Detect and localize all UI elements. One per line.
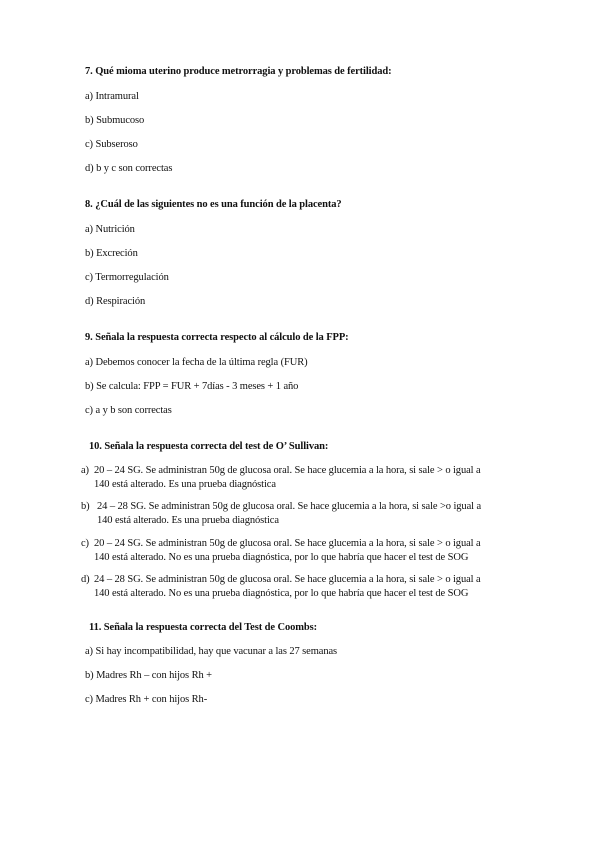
question-9-option-a: a) Debemos conocer la fecha de la última regla (FUR)	[85, 357, 308, 368]
option-text-line2: 140 está alterado. Es una prueba diagnóstica	[94, 479, 276, 490]
question-10-option-d	[81, 573, 521, 601]
question-11-title: 11. Señala la respuesta correcta del Test de Coombs:	[89, 622, 318, 633]
option-text-line1: 24 – 28 SG. Se administran 50g de glucosa oral. Se hace glucemia a la hora, si sale > o igual a	[94, 574, 481, 585]
question-9-option-c: c) a y b son correctas	[85, 405, 172, 416]
question-7-option-a: a) Intramural	[85, 91, 139, 102]
option-text-line2: 140 está alterado. No es una prueba diagnóstica, por lo que habría que hacer el test de SOG	[94, 552, 469, 563]
question-8-title: 8. ¿Cuál de las siguientes no es una función de la placenta?	[85, 199, 342, 210]
question-11-option-b: b) Madres Rh – con hijos Rh +	[85, 670, 212, 681]
question-10-option-b	[81, 500, 521, 528]
question-7-title: 7. Qué mioma uterino produce metrorragia y problemas de fertilidad:	[85, 66, 392, 77]
question-7-option-d: d) b y c son correctas	[85, 163, 173, 174]
option-text-line1: 24 – 28 SG. Se administran 50g de glucosa oral. Se hace glucemia a la hora, si sale >o igual a	[97, 501, 482, 512]
option-text-line2: 140 está alterado. No es una prueba diagnóstica, por lo que habría que hacer el test de SOG	[94, 588, 469, 599]
question-10-option-a	[81, 464, 521, 492]
question-9-title: 9. Señala la respuesta correcta respecto al cálculo de la FPP:	[85, 332, 349, 343]
question-8-option-b: b) Excreción	[85, 248, 138, 259]
option-label: d)	[81, 574, 90, 585]
option-label: b)	[81, 501, 90, 512]
question-10-option-c	[81, 537, 521, 565]
question-8-option-a: a) Nutrición	[85, 224, 135, 235]
question-8-option-d: d) Respiración	[85, 296, 146, 307]
question-9-option-b: b) Se calcula: FPP = FUR + 7días - 3 meses + 1 año	[85, 381, 299, 392]
question-7-option-c: c) Subseroso	[85, 139, 138, 150]
question-10-title: 10. Señala la respuesta correcta del test de O’ Sullivan:	[89, 441, 329, 452]
question-7-option-b: b) Submucoso	[85, 115, 145, 126]
option-label: a)	[81, 465, 89, 476]
question-8-option-c: c) Termorregulación	[85, 272, 169, 283]
question-11-option-c: c) Madres Rh + con hijos Rh-	[85, 694, 208, 705]
option-text-line1: 20 – 24 SG. Se administran 50g de glucosa oral. Se hace glucemia a la hora, si sale > o igual a	[94, 465, 481, 476]
option-text-line2: 140 está alterado. Es una prueba diagnóstica	[97, 515, 279, 526]
option-label: c)	[81, 538, 89, 549]
question-11-option-a: a) Si hay incompatibilidad, hay que vacunar a las 27 semanas	[85, 646, 338, 657]
option-text-line1: 20 – 24 SG. Se administran 50g de glucosa oral. Se hace glucemia a la hora, si sale > o igual a	[94, 538, 481, 549]
